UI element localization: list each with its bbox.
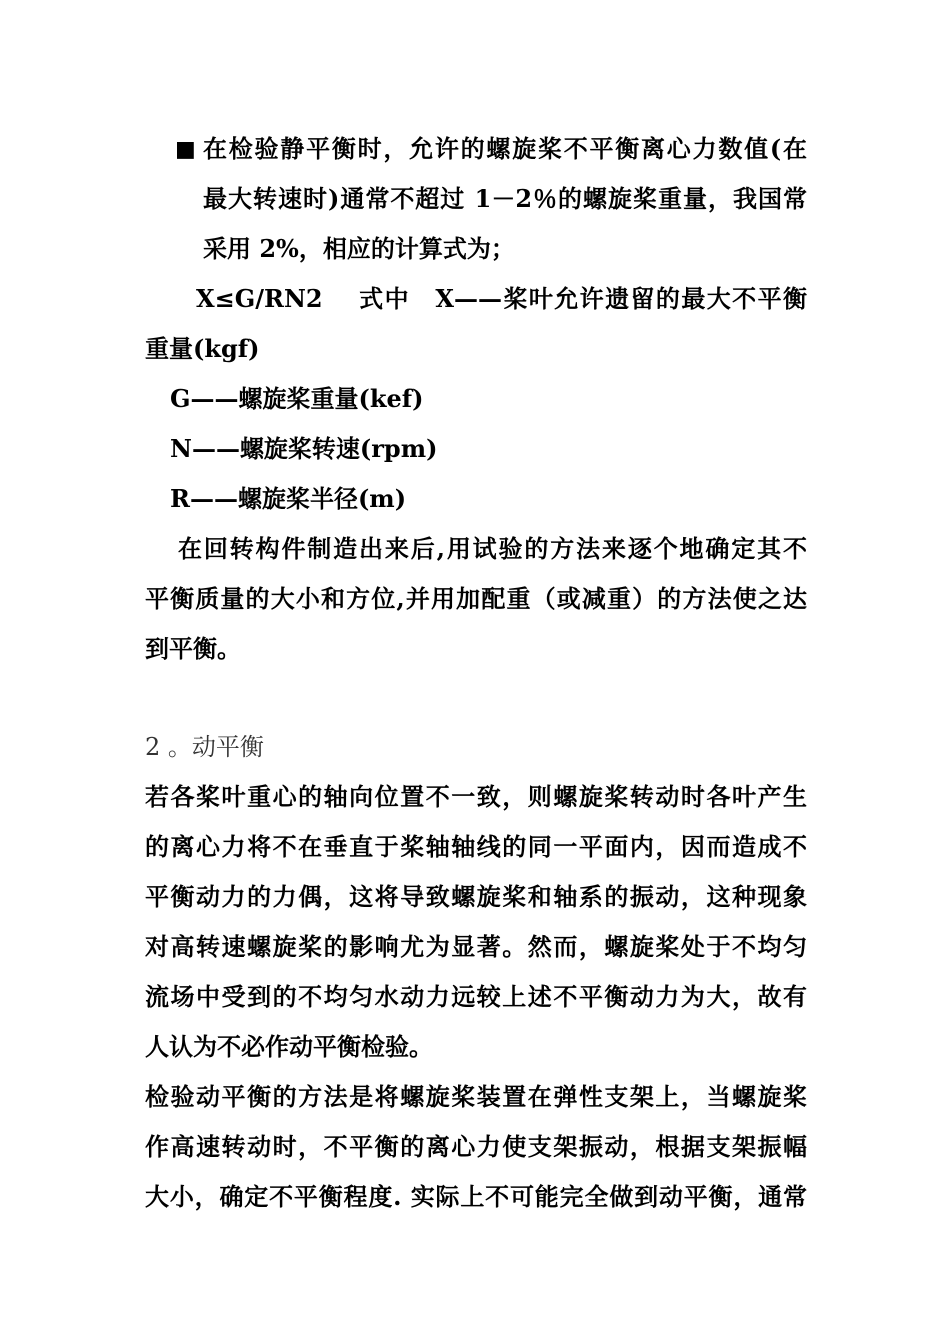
dynamic-para1-line-2: 的离心力将不在垂直于桨轴轴线的同一平面内，因而造成不 [145, 832, 807, 861]
bullet-line-2: 最大转速时)通常不超过 1－2％的螺旋桨重量，我国常 [203, 184, 807, 213]
bullet-square-icon: ■ [175, 136, 196, 162]
bullet-line-3: 采用 2%，相应的计算式为； [203, 234, 515, 263]
dynamic-para2-line-2: 作高速转动时，不平衡的离心力使支架振动，根据支架振幅 [145, 1132, 807, 1161]
formula-unit-line: 重量(kgf) [145, 334, 260, 363]
formula-def-r: R——螺旋桨半径(m) [170, 484, 407, 513]
dynamic-para1-line-6: 人认为不必作动平衡检验。 [145, 1032, 433, 1061]
intro-line-3: 到平衡。 [145, 634, 241, 663]
dynamic-para2-line-1: 检验动平衡的方法是将螺旋桨装置在弹性支架上，当螺旋桨 [145, 1082, 807, 1111]
dynamic-para1-line-5: 流场中受到的不均匀水动力远较上述不平衡动力为大，故有 [145, 982, 807, 1011]
dynamic-para1-line-4: 对高转速螺旋桨的影响尤为显著。然而，螺旋桨处于不均匀 [145, 932, 807, 961]
dynamic-para1-line-1: 若各桨叶重心的轴向位置不一致，则螺旋桨转动时各叶产生 [145, 782, 807, 811]
intro-line-2: 平衡质量的大小和方位,并用加配重（或减重）的方法使之达 [145, 584, 807, 613]
section-heading: 2 。动平衡 [145, 733, 264, 761]
dynamic-para2-line-3: 大小，确定不平衡程度. 实际上不可能完全做到动平衡，通常 [145, 1182, 807, 1211]
bullet-line-1: 在检验静平衡时，允许的螺旋桨不平衡离心力数值(在 [203, 134, 807, 163]
dynamic-para1-line-3: 平衡动力的力偶，这将导致螺旋桨和轴系的振动，这种现象 [145, 882, 807, 911]
formula-def-g: G——螺旋桨重量(kef) [170, 384, 424, 413]
intro-line-1: 在回转构件制造出来后,用试验的方法来逐个地确定其不 [178, 534, 807, 563]
formula-def-n: N——螺旋桨转速(rpm) [170, 434, 438, 463]
formula-line: X≤G/RN2 式中 X——桨叶允许遗留的最大不平衡 [196, 284, 807, 313]
